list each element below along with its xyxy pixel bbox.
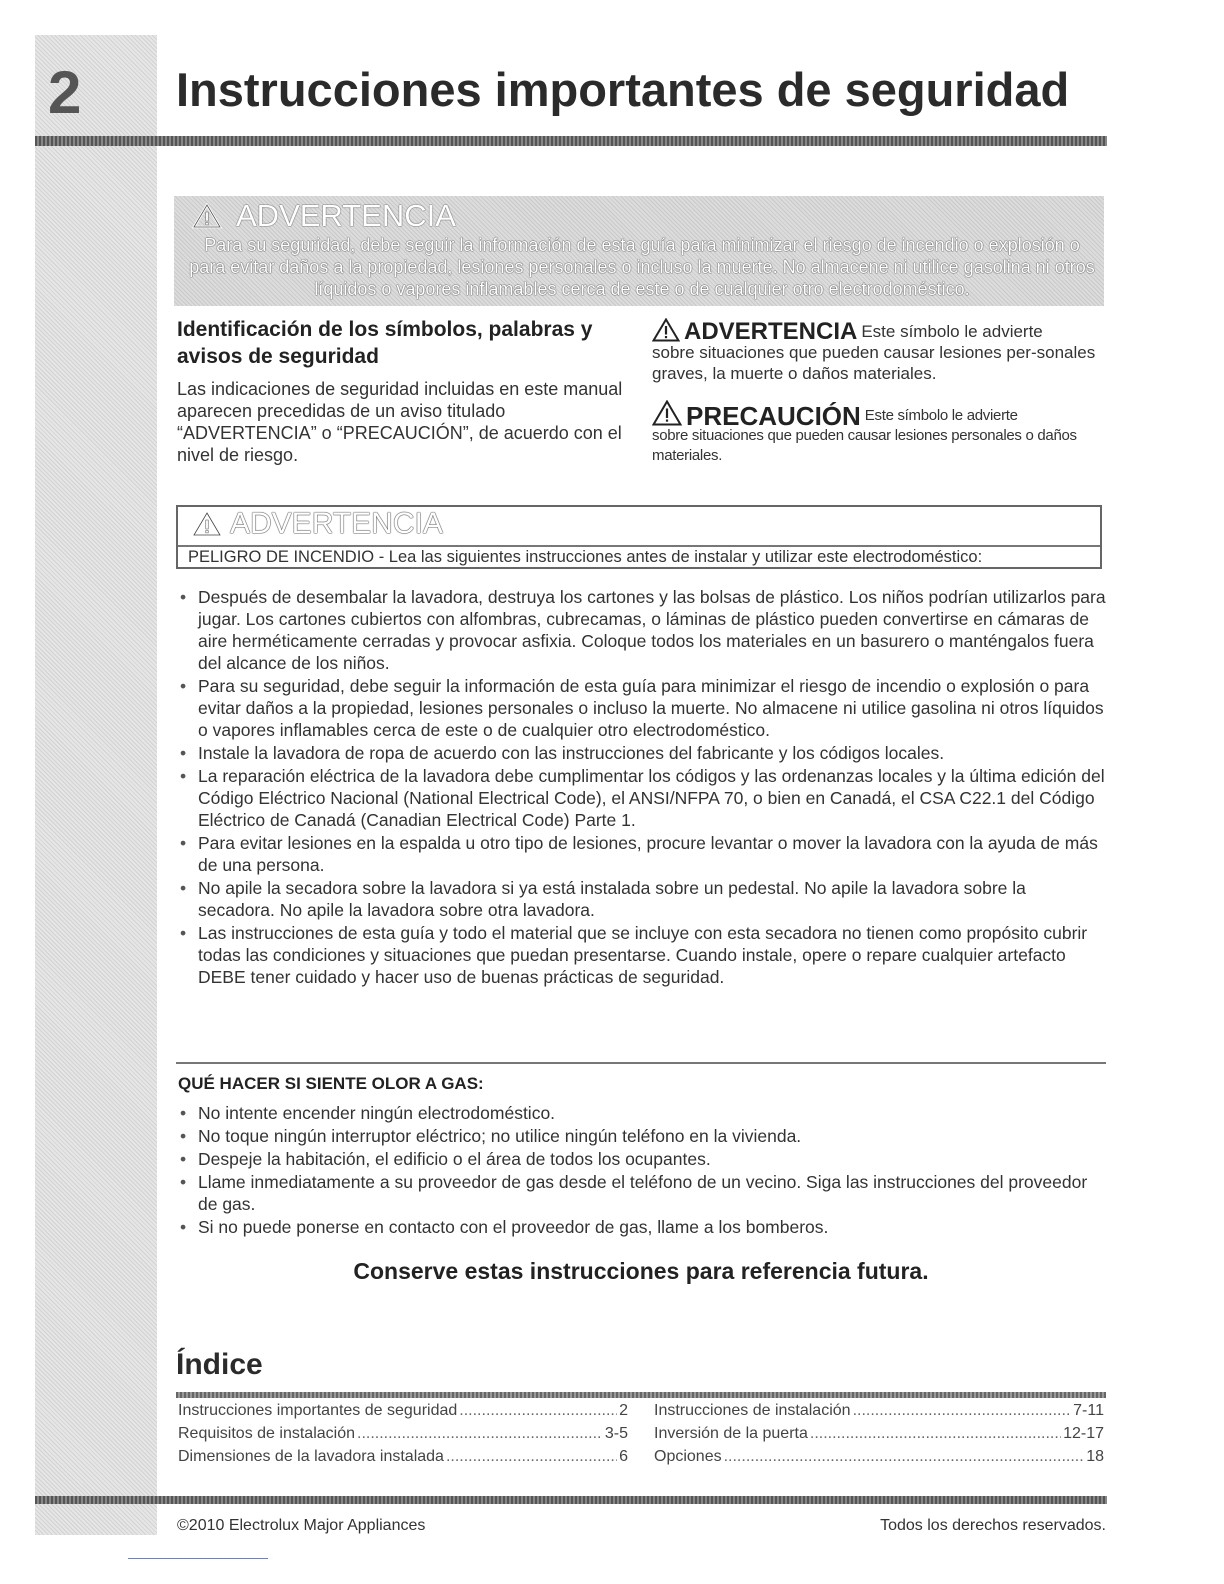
index-entry[interactable] bbox=[654, 1448, 1104, 1471]
index-title: Índice bbox=[176, 1348, 263, 1381]
index-entry[interactable] bbox=[654, 1425, 1104, 1448]
gas-bullet-list bbox=[176, 1102, 1106, 1239]
index-entry-page: 2 bbox=[619, 1402, 628, 1419]
index-leader bbox=[357, 1425, 603, 1443]
index-entry-title: Instrucciones de instalación bbox=[654, 1402, 851, 1419]
fire-warning-heading bbox=[192, 507, 443, 541]
index-left-column bbox=[178, 1402, 628, 1471]
index-leader bbox=[446, 1448, 617, 1466]
list-item: • No apile la secadora sobre la lavadora si ya está instalada sobre un pedestal. No apile la lavadora sobre la secadora. No apile la lavadora sobre otra lavadora. bbox=[176, 877, 1106, 921]
index-divider bbox=[176, 1392, 1106, 1398]
top-warning-text: Para su seguridad, debe seguir la información de esta guía para minimizar el riesgo de incendio o explosión o para evitar daños a la propiedad, lesiones personales o incluso la muerte. No almacene ni utilice gasolina ni otros líquidos o vapores inflamables cerca de este o de cualquier otro electrodoméstico. bbox=[189, 235, 1095, 299]
index-entry-page: 3-5 bbox=[604, 1425, 628, 1442]
caution-text-inline: Este símbolo le advierte bbox=[864, 407, 1018, 424]
warning-text-inline: Este símbolo le advierte bbox=[861, 322, 1043, 341]
bottom-edge-mark bbox=[128, 1558, 268, 1559]
caution-text: sobre situaciones que pueden causar lesiones personales o daños materiales. bbox=[652, 427, 1077, 464]
fire-warning-text: PELIGRO DE INCENDIO - Lea las siguientes instrucciones antes de instalar y utilizar este electrodoméstico: bbox=[188, 548, 983, 566]
warning-label: ADVERTENCIA bbox=[684, 318, 858, 345]
index-entry-title: Requisitos de instalación bbox=[178, 1425, 355, 1442]
index-entry-title: Inversión de la puerta bbox=[654, 1425, 808, 1442]
footer-copyright: ©2010 Electrolux Major Appliances bbox=[177, 1517, 426, 1534]
index-entry[interactable] bbox=[178, 1448, 628, 1471]
caution-symbol-description bbox=[652, 400, 1107, 466]
title-divider bbox=[35, 136, 1107, 146]
warning-text: sobre situaciones que pueden causar lesiones per-sonales graves, la muerte o daños materiales. bbox=[652, 343, 1096, 383]
fire-warning-label: ADVERTENCIA bbox=[230, 507, 443, 540]
index-leader bbox=[724, 1448, 1085, 1466]
top-warning-label: ADVERTENCIA bbox=[236, 198, 456, 233]
warning-symbol-description bbox=[652, 318, 1107, 384]
keep-instructions-note: Conserve estas instrucciones para referencia futura. bbox=[353, 1258, 929, 1284]
top-warning-box bbox=[174, 196, 1104, 306]
list-item: • Llame inmediatamente a su proveedor de gas desde el teléfono de un vecino. Siga las instrucciones del proveedor de gas. bbox=[176, 1171, 1106, 1215]
list-item: • Si no puede ponerse en contacto con el proveedor de gas, llame a los bomberos. bbox=[176, 1216, 1106, 1238]
list-item: • Despeje la habitación, el edificio o el área de todos los ocupantes. bbox=[176, 1148, 1106, 1170]
top-warning-heading bbox=[192, 198, 456, 234]
fire-warning-box bbox=[176, 505, 1102, 569]
index-entry[interactable] bbox=[654, 1402, 1104, 1425]
chapter-number: 2 bbox=[48, 59, 82, 126]
index-entry-page: 7-11 bbox=[1073, 1402, 1104, 1419]
index-entry-title: Dimensiones de la lavadora instalada bbox=[178, 1448, 444, 1465]
index-leader bbox=[853, 1402, 1072, 1420]
index-entry[interactable] bbox=[178, 1425, 628, 1448]
list-item: • Para su seguridad, debe seguir la información de esta guía para minimizar el riesgo de incendio o explosión o para evitar daños a la propiedad, lesiones personales o incluso la muerte. No almacene ni utilice gasolina ni otros líquidos o vapores inflamables cerca de este o de cualquier otro electrodoméstico. bbox=[176, 675, 1106, 741]
index-entry-page: 18 bbox=[1086, 1448, 1104, 1465]
index-entry-page: 12-17 bbox=[1063, 1425, 1104, 1442]
index-entry-title: Instrucciones importantes de seguridad bbox=[178, 1402, 458, 1419]
page-title: Instrucciones importantes de seguridad bbox=[176, 63, 1070, 116]
index-leader bbox=[459, 1402, 617, 1420]
footer-divider bbox=[35, 1496, 1107, 1504]
list-item: • Las instrucciones de esta guía y todo el material que se incluye con esta secadora no tienen como propósito cubrir todas las condiciones y situaciones que puedan presentarse. Cuando instale, opere o repare cualquier artefacto DEBE tener cuidado y hacer uso de buenas prácticas de seguridad. bbox=[176, 922, 1106, 988]
caution-triangle-icon bbox=[652, 400, 682, 426]
left-gray-band bbox=[35, 35, 157, 1535]
list-item: • La reparación eléctrica de la lavadora debe cumplimentar los códigos y las ordenanzas locales y la última edición del Código Eléctrico Nacional (National Electrical Code), el ANSI/NFPA 70, o bien en Canadá, el CSA C22.1 del Código Eléctrico de Canadá (Canadian Electrical Code) Parte 1. bbox=[176, 765, 1106, 831]
caution-label: PRECAUCIÓN bbox=[686, 401, 861, 431]
warning-triangle-icon bbox=[192, 203, 222, 229]
warning-triangle-icon bbox=[652, 318, 680, 342]
list-item: • Después de desembalar la lavadora, destruya los cartones y las bolsas de plástico. Los niños podrían utilizarlos para jugar. Los cartones cubiertos con alfombras, cubrecamas, o láminas de plástico pueden convertirse en cámaras de aire herméticamente cerradas y provocar asfixia. Coloque todos los materiales en un basurero o manténgalos fuera del alcance de los niños. bbox=[176, 586, 1106, 674]
list-item: • Instale la lavadora de ropa de acuerdo con las instrucciones del fabricante y los códigos locales. bbox=[176, 742, 1106, 764]
index-entry-title: Opciones bbox=[654, 1448, 722, 1465]
gas-section-title: QUÉ HACER SI SIENTE OLOR A GAS: bbox=[178, 1074, 484, 1093]
list-item: • No intente encender ningún electrodoméstico. bbox=[176, 1102, 1106, 1124]
index-entry-page: 6 bbox=[619, 1448, 628, 1465]
identification-title: Identificación de los símbolos, palabras y avisos de seguridad bbox=[177, 318, 593, 368]
list-item: • Para evitar lesiones en la espalda u otro tipo de lesiones, procure levantar o mover la lavadora con la ayuda de más de una persona. bbox=[176, 832, 1106, 876]
fire-warning-divider bbox=[178, 545, 1100, 547]
identification-body: Las indicaciones de seguridad incluidas en este manual aparecen precedidas de un aviso titulado “ADVERTENCIA” o “PRECAUCIÓN”, de acuerdo con el nivel de riesgo. bbox=[177, 379, 623, 465]
warning-triangle-icon bbox=[192, 511, 222, 537]
list-item: • No toque ningún interruptor eléctrico; no utilice ningún teléfono en la vivienda. bbox=[176, 1125, 1106, 1147]
index-leader bbox=[810, 1425, 1061, 1443]
index-right-column bbox=[654, 1402, 1104, 1471]
index-entry[interactable] bbox=[178, 1402, 628, 1425]
footer-rights: Todos los derechos reservados. bbox=[880, 1517, 1106, 1534]
safety-bullet-list bbox=[176, 586, 1106, 989]
gas-section-divider bbox=[176, 1062, 1106, 1064]
